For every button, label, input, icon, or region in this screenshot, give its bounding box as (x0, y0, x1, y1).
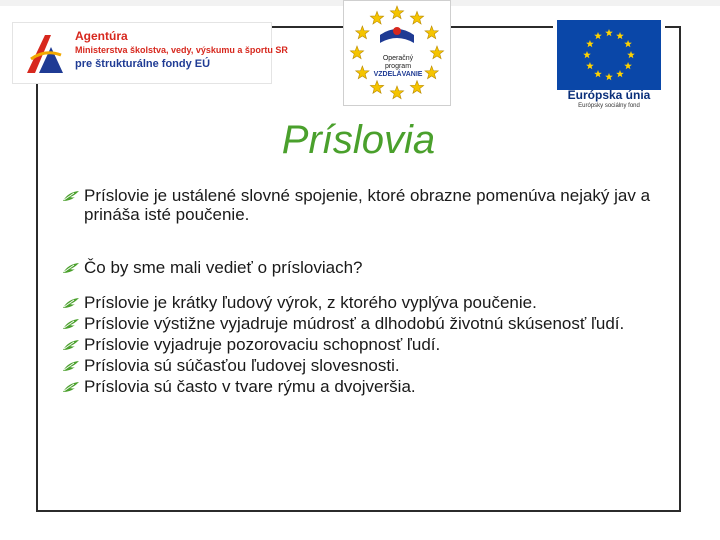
agency-logo (12, 22, 288, 84)
bullet-item (62, 335, 662, 354)
program-line1: Operačný program (382, 55, 414, 70)
program-logo (343, 0, 451, 106)
bullet-text: Príslovia sú súčasťou ľudovej slovesnosti. (84, 356, 400, 375)
program-text (372, 55, 424, 79)
eu-star-icon (605, 73, 613, 80)
bullet-item (62, 258, 662, 277)
program-star-icon (370, 81, 383, 94)
bullet-text: Príslovie výstižne vyjadruje múdrosť a dlhodobú životnú skúsenosť ľudí. (84, 314, 625, 333)
star-ring-book-icon (344, 1, 450, 105)
bullet-text: Príslovie vyjadruje pozorovaciu schopnosť ľudí. (84, 335, 441, 354)
program-star-icon (356, 26, 369, 39)
eu-star-icon (583, 51, 591, 58)
slide-title: Príslovia (281, 118, 436, 162)
bullet-item (62, 314, 662, 333)
program-star-icon (425, 26, 438, 39)
eu-logo (553, 20, 665, 124)
feather-leaf-icon (62, 297, 80, 309)
eu-star-icon (624, 40, 632, 47)
agency-funds-text: pre štrukturálne fondy EÚ (75, 58, 211, 70)
program-star-icon (390, 86, 403, 99)
eu-star-icon (594, 32, 602, 39)
feather-leaf-icon (62, 190, 80, 202)
bullet-text: Príslovie je krátky ľudový výrok, z ktorého vyplýva poučenie. (84, 293, 537, 312)
feather-leaf-icon (62, 360, 80, 372)
agency-ministry-text: Ministerstva školstva, vedy, výskumu a športu SR (75, 45, 288, 55)
eu-star-icon (586, 40, 594, 47)
bullet-text: Príslovia sú často v tvare rýmu a dvojveršia. (84, 377, 416, 396)
program-star-icon (430, 46, 443, 59)
bullet-text: Čo by sme mali vedieť o prísloviach? (84, 258, 363, 277)
program-star-icon (356, 66, 369, 79)
feather-leaf-icon (62, 381, 80, 393)
eu-star-icon (586, 62, 594, 69)
bullet-item (62, 186, 662, 224)
program-star-icon (390, 6, 403, 19)
eu-star-icon (616, 70, 624, 77)
bullet-item (62, 356, 662, 375)
eu-star-icon (627, 51, 635, 58)
eu-label: Európska únia (567, 88, 651, 102)
agency-emblem-icon (21, 29, 69, 77)
program-star-icon (410, 11, 423, 24)
program-star-icon (350, 46, 363, 59)
program-star-icon (425, 66, 438, 79)
eu-flag-icon (557, 20, 661, 90)
eu-star-icon (616, 32, 624, 39)
eu-star-icon (605, 29, 613, 36)
eu-star-icon (624, 62, 632, 69)
eu-subtitle: Európsky sociálny fond (578, 103, 640, 109)
eu-star-icon (594, 70, 602, 77)
bullet-text: Príslovie je ustálené slovné spojenie, ktoré obrazne pomenúva nejaký jav a prináša isté poučenie. (84, 186, 651, 224)
feather-leaf-icon (62, 339, 80, 351)
bullet-item (62, 377, 662, 396)
feather-leaf-icon (62, 318, 80, 330)
program-star-icon (410, 81, 423, 94)
bullet-list (62, 186, 662, 398)
feather-leaf-icon (62, 262, 80, 274)
program-line2: VZDELÁVANIE (373, 71, 423, 78)
program-star-icon (370, 11, 383, 24)
agency-title: Agentúra (75, 29, 128, 43)
bullet-item (62, 293, 662, 312)
